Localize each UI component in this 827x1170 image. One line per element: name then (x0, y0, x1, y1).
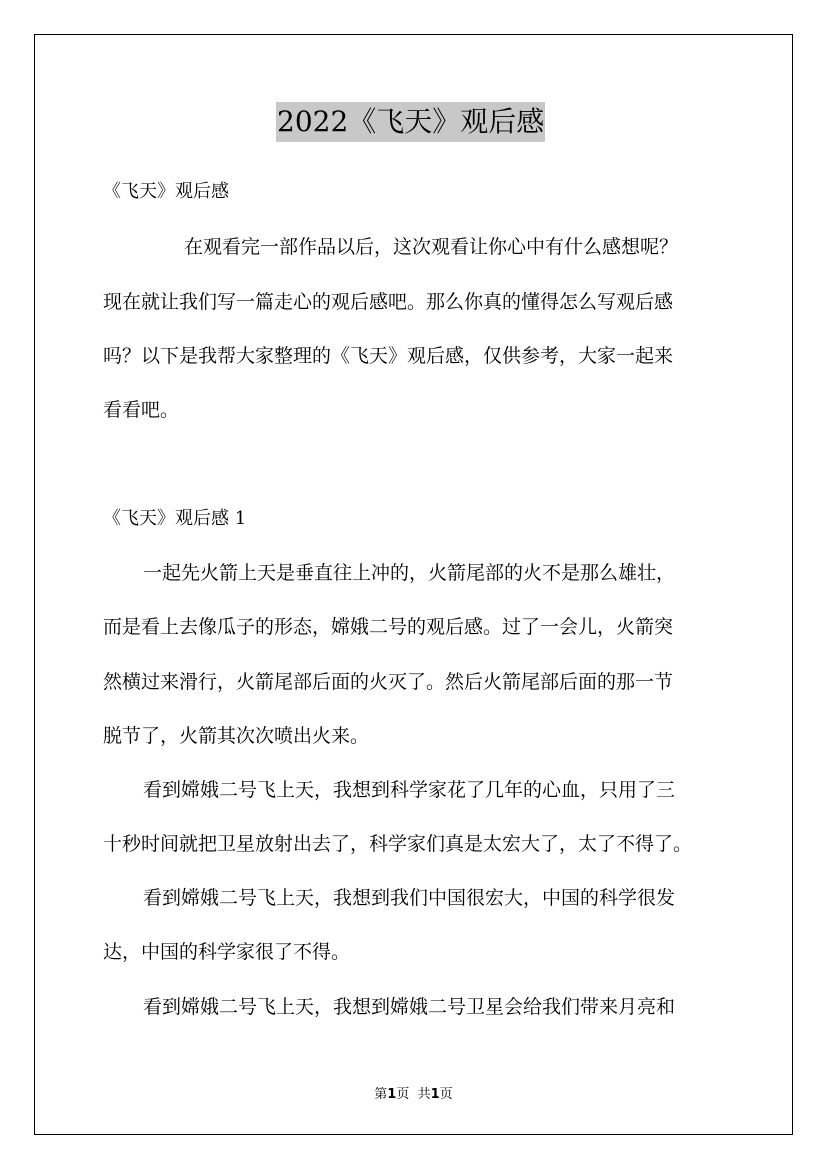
document-title: 2022《飞天》观后感 (276, 102, 545, 142)
body-line-2: 而是看上去像瓜子的形态，嫦娥二号的观后感。过了一会儿，火箭突 (103, 616, 674, 638)
section-heading: 《飞天》观后感 1 (103, 508, 247, 529)
page-footer (0, 1083, 827, 1102)
body-line-8: 达，中国的科学家很了不得。 (103, 941, 351, 963)
body-line-1: 一起先火箭上天是垂直往上冲的，火箭尾部的火不是那么雄壮， (143, 562, 676, 584)
body-line-3: 然横过来滑行，火箭尾部后面的火灭了。然后火箭尾部后面的那一节 (103, 671, 674, 693)
footer-total-prefix: 共 (417, 1087, 431, 1102)
footer-total-suffix: 页 (439, 1087, 453, 1102)
subtitle: 《飞天》观后感 (103, 181, 229, 202)
body-line-6: 十秒时间就把卫星放射出去了，科学家们真是太宏大了，太了不得了。 (103, 833, 693, 855)
body-line-7: 看到嫦娥二号飞上天，我想到我们中国很宏大，中国的科学很发 (143, 887, 676, 909)
body-line-4: 脱节了，火箭其次次喷出火来。 (103, 725, 370, 747)
footer-page-suffix: 页 (396, 1087, 410, 1102)
footer-total-number: 1 (430, 1087, 440, 1102)
footer-page-prefix: 第 (374, 1087, 388, 1102)
footer-page-number: 1 (387, 1087, 397, 1102)
intro-line-2: 现在就让我们写一篇走心的观后感吧。那么你真的懂得怎么写观后感 (103, 291, 674, 313)
intro-line-4: 看看吧。 (103, 399, 180, 421)
body-line-5: 看到嫦娥二号飞上天，我想到科学家花了几年的心血，只用了三 (143, 779, 676, 801)
intro-line-1: 在观看完一部作品以后，这次观看让你心中有什么感想呢？ (184, 236, 679, 258)
intro-line-3: 吗？以下是我帮大家整理的《飞天》观后感，仅供参考，大家一起来 (103, 345, 674, 367)
body-line-9: 看到嫦娥二号飞上天，我想到嫦娥二号卫星会给我们带来月亮和 (143, 996, 676, 1018)
